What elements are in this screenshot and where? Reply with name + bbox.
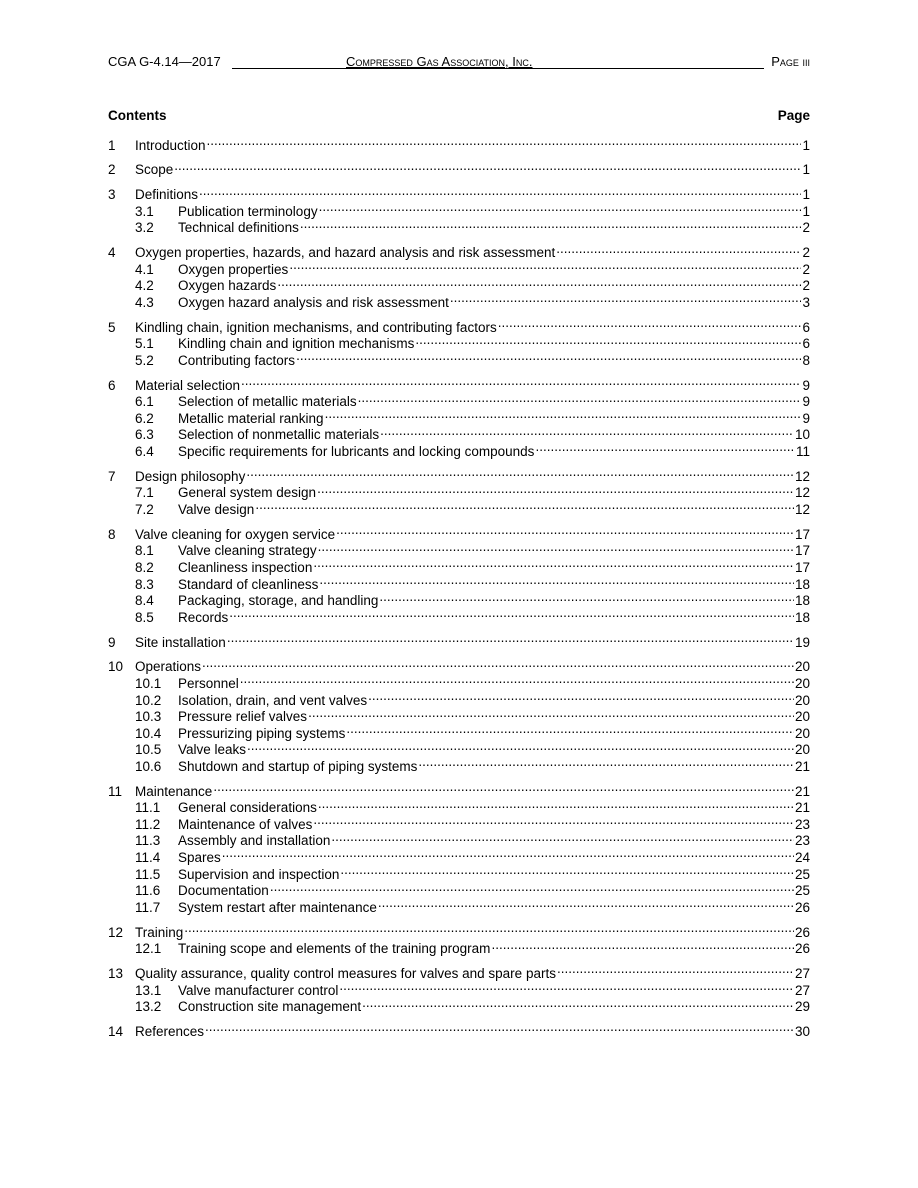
- section-number: 10.1: [135, 675, 162, 691]
- section-title: Pressure relief valves: [178, 709, 308, 725]
- section-title: Kindling chain and ignition mechanisms: [178, 336, 415, 352]
- dot-leader: [207, 133, 802, 150]
- toc-subentry[interactable]: [108, 199, 810, 219]
- section-page-number: 20: [794, 692, 810, 708]
- dot-leader: [379, 589, 794, 606]
- section-page-number: 2: [802, 245, 810, 261]
- dot-leader: [229, 605, 794, 622]
- section-number: 5.1: [135, 336, 154, 352]
- toc-subentry[interactable]: [108, 721, 810, 741]
- toc-subentry[interactable]: [108, 978, 810, 998]
- dot-leader: [368, 688, 794, 705]
- section-page-number: 27: [794, 965, 810, 981]
- dot-leader: [336, 522, 794, 539]
- toc-subentry[interactable]: [108, 705, 810, 725]
- section-page-number: 9: [802, 394, 810, 410]
- section-title: Scope: [135, 162, 174, 178]
- section-title: Kindling chain, ignition mechanisms, and contributing factors: [135, 319, 497, 335]
- section-number: 4: [108, 245, 116, 261]
- toc-section: [108, 315, 810, 368]
- section-number: 2: [108, 162, 116, 178]
- section-page-number: 20: [794, 709, 810, 725]
- section-number: 5.2: [135, 352, 154, 368]
- toc-subentry[interactable]: [108, 290, 810, 310]
- toc-subentry[interactable]: [108, 216, 810, 236]
- section-number: 1: [108, 137, 116, 153]
- section-number: 11.6: [135, 883, 161, 899]
- section-number: 3: [108, 187, 116, 203]
- section-title: Metallic material ranking: [178, 410, 324, 426]
- toc-subentry[interactable]: [108, 406, 810, 426]
- dot-leader: [300, 216, 802, 233]
- dot-leader: [535, 439, 795, 456]
- section-page-number: 30: [794, 1023, 810, 1039]
- toc-section: [108, 373, 810, 460]
- section-title: References: [135, 1023, 205, 1039]
- section-number: 11.4: [135, 850, 161, 866]
- section-title: Personnel: [178, 675, 239, 691]
- section-number: 6.2: [135, 410, 154, 426]
- toc-subentry[interactable]: [108, 589, 810, 609]
- section-title: Documentation: [178, 883, 269, 899]
- section-page-number: 21: [794, 783, 810, 799]
- section-page-number: 26: [794, 924, 810, 940]
- toc-entry[interactable]: [108, 779, 810, 799]
- section-title: Selection of nonmetallic materials: [178, 427, 380, 443]
- dot-leader: [319, 572, 794, 589]
- section-number: 6.1: [135, 394, 154, 410]
- toc-section: [108, 779, 810, 915]
- section-title: Introduction: [135, 137, 206, 153]
- section-title: Oxygen hazard analysis and risk assessment: [178, 294, 449, 310]
- section-number: 12: [108, 924, 124, 940]
- toc-entry[interactable]: [108, 133, 810, 153]
- toc-section: [108, 133, 810, 153]
- document-id: CGA G-4.14—2017: [108, 54, 221, 69]
- section-title: Training: [135, 924, 184, 940]
- toc-subentry[interactable]: [108, 555, 810, 575]
- section-page-number: 6: [802, 319, 810, 335]
- toc-subentry[interactable]: [108, 274, 810, 294]
- section-title: Oxygen properties: [178, 261, 289, 277]
- section-page-number: 20: [794, 659, 810, 675]
- section-number: 11.7: [135, 899, 161, 915]
- section-page-number: 1: [802, 162, 810, 178]
- section-page-number: 18: [794, 609, 810, 625]
- section-page-number: 12: [794, 502, 810, 517]
- dot-leader: [308, 705, 794, 722]
- section-title: Technical definitions: [178, 220, 299, 236]
- section-title: Valve cleaning strategy: [178, 543, 317, 559]
- section-number: 4.3: [135, 294, 154, 310]
- toc-subentry[interactable]: [108, 829, 810, 849]
- section-title: Specific requirements for lubricants and locking compounds: [178, 444, 535, 460]
- dot-leader: [277, 274, 801, 291]
- section-number: 8.3: [135, 576, 154, 592]
- section-page-number: 9: [802, 410, 810, 426]
- toc-section: [108, 920, 810, 957]
- section-title: Contributing factors: [178, 352, 296, 368]
- dot-leader: [450, 290, 802, 307]
- page-column-label: Page: [777, 108, 810, 123]
- toc-subentry[interactable]: [108, 895, 810, 915]
- section-number: 12.1: [135, 941, 162, 957]
- toc-subentry[interactable]: [108, 812, 810, 832]
- section-title: Pressurizing piping systems: [178, 725, 346, 741]
- page-number: Page iii: [771, 54, 810, 69]
- dot-leader: [205, 1019, 794, 1036]
- section-title: Valve manufacturer control: [178, 982, 339, 998]
- section-number: 9: [108, 634, 116, 650]
- section-title: Construction site management: [178, 999, 362, 1015]
- section-title: Oxygen properties, hazards, and hazard analysis and risk assessment: [135, 245, 556, 261]
- toc-entry[interactable]: [108, 183, 810, 203]
- dot-leader: [213, 779, 794, 796]
- dot-leader: [317, 481, 794, 498]
- toc-entry[interactable]: [108, 961, 810, 981]
- section-title: Valve leaks: [178, 742, 247, 758]
- section-page-number: 12: [794, 485, 810, 501]
- section-number: 8.1: [135, 543, 154, 559]
- toc-section: [108, 630, 810, 650]
- section-page-number: 21: [794, 758, 810, 774]
- section-page-number: 20: [794, 742, 810, 758]
- toc-subentry[interactable]: [108, 937, 810, 957]
- toc-subentry[interactable]: [108, 796, 810, 816]
- dot-leader: [340, 862, 794, 879]
- section-number: 10.5: [135, 742, 162, 758]
- section-page-number: 11: [795, 444, 810, 460]
- toc-entry[interactable]: [108, 1019, 810, 1039]
- section-page-number: 1: [802, 203, 810, 219]
- section-number: 8: [108, 526, 116, 542]
- toc-subentry[interactable]: [108, 879, 810, 899]
- dot-leader: [222, 845, 794, 862]
- dot-leader: [498, 315, 802, 332]
- section-page-number: 29: [794, 999, 810, 1015]
- section-page-number: 26: [794, 941, 810, 957]
- toc-subentry[interactable]: [108, 332, 810, 352]
- toc-subentry[interactable]: [108, 738, 810, 758]
- toc-subentry[interactable]: [108, 754, 810, 774]
- section-title: Isolation, drain, and vent valves: [178, 692, 368, 708]
- section-number: 7: [108, 468, 116, 484]
- section-number: 10.4: [135, 725, 162, 741]
- section-page-number: 26: [794, 899, 810, 915]
- section-title: Training scope and elements of the training program: [178, 941, 491, 957]
- toc-subentry[interactable]: [108, 688, 810, 708]
- toc-subentry[interactable]: [108, 348, 810, 368]
- toc-section: [108, 522, 810, 625]
- dot-leader: [174, 158, 801, 175]
- section-number: 11.1: [135, 800, 161, 816]
- toc-section: [108, 183, 810, 236]
- section-title: Operations: [135, 659, 202, 675]
- section-page-number: 1: [802, 137, 810, 153]
- publisher-name: Compressed Gas Association, Inc.: [346, 54, 533, 69]
- section-number: 4.2: [135, 278, 154, 294]
- contents-heading: Contents: [108, 108, 167, 123]
- section-title: System restart after maintenance: [178, 899, 377, 915]
- toc-section: [108, 158, 810, 178]
- section-title: Oxygen hazards: [178, 278, 277, 294]
- contents-heading-row: [108, 108, 810, 123]
- section-page-number: 24: [794, 850, 810, 866]
- toc-entry[interactable]: [108, 241, 810, 261]
- dot-leader: [491, 937, 794, 954]
- section-title: Maintenance: [135, 783, 213, 799]
- toc-entry[interactable]: [108, 315, 810, 335]
- section-title: Supervision and inspection: [178, 866, 340, 882]
- section-page-number: 9: [802, 377, 810, 393]
- table-of-contents: [108, 133, 810, 1044]
- section-page-number: 3: [802, 294, 810, 310]
- section-number: 3.2: [135, 220, 154, 236]
- section-number: 8.2: [135, 559, 154, 575]
- section-page-number: 27: [794, 982, 810, 998]
- section-page-number: 25: [794, 883, 810, 899]
- section-title: Design philosophy: [135, 468, 246, 484]
- section-number: 6.3: [135, 427, 154, 443]
- toc-subentry[interactable]: [108, 497, 810, 517]
- dot-leader: [240, 671, 794, 688]
- dot-leader: [380, 423, 794, 440]
- section-number: 14: [108, 1023, 124, 1039]
- section-page-number: 2: [802, 220, 810, 236]
- dot-leader: [246, 464, 794, 481]
- toc-entry[interactable]: [108, 630, 810, 650]
- section-page-number: 6: [802, 336, 810, 352]
- section-number: 10.6: [135, 758, 162, 774]
- section-page-number: 20: [794, 725, 810, 741]
- section-title: Standard of cleanliness: [178, 576, 319, 592]
- dot-leader: [325, 406, 802, 423]
- toc-subentry[interactable]: [108, 539, 810, 559]
- section-title: Spares: [178, 850, 221, 866]
- dot-leader: [418, 754, 794, 771]
- section-number: 8.4: [135, 593, 154, 609]
- dot-leader: [415, 332, 801, 349]
- section-number: 10.3: [135, 709, 162, 725]
- toc-subentry[interactable]: [108, 481, 810, 501]
- section-title: Packaging, storage, and handling: [178, 593, 379, 609]
- toc-section: [108, 241, 810, 310]
- section-title: General system design: [178, 485, 317, 501]
- section-page-number: 1: [802, 187, 810, 203]
- toc-entry[interactable]: [108, 464, 810, 484]
- section-title: Valve design: [178, 502, 255, 517]
- dot-leader: [358, 390, 802, 407]
- toc-entry[interactable]: [108, 522, 810, 542]
- page-header: [108, 54, 810, 71]
- toc-subentry[interactable]: [108, 671, 810, 691]
- section-number: 13.1: [135, 982, 162, 998]
- section-page-number: 2: [802, 278, 810, 294]
- dot-leader: [362, 995, 794, 1012]
- section-number: 13.2: [135, 999, 162, 1015]
- toc-entry[interactable]: [108, 373, 810, 393]
- toc-subentry[interactable]: [108, 572, 810, 592]
- dot-leader: [247, 738, 794, 755]
- dot-leader: [346, 721, 794, 738]
- section-number: 11: [108, 783, 123, 799]
- section-page-number: 21: [794, 800, 810, 816]
- section-title: Selection of metallic materials: [178, 394, 357, 410]
- section-number: 11.3: [135, 833, 161, 849]
- section-page-number: 17: [794, 559, 810, 575]
- section-title: Shutdown and startup of piping systems: [178, 758, 418, 774]
- section-page-number: 12: [794, 468, 810, 484]
- dot-leader: [289, 257, 801, 274]
- section-number: 6.4: [135, 444, 154, 460]
- dot-leader: [378, 895, 794, 912]
- dot-leader: [556, 241, 801, 258]
- dot-leader: [557, 961, 794, 978]
- section-page-number: 19: [794, 634, 810, 650]
- dot-leader: [339, 978, 794, 995]
- section-title: Quality assurance, quality control measures for valves and spare parts: [135, 965, 556, 981]
- section-number: 3.1: [135, 203, 154, 219]
- section-page-number: 18: [794, 576, 810, 592]
- dot-leader: [318, 539, 794, 556]
- section-page-number: 23: [794, 833, 810, 849]
- section-page-number: 17: [794, 543, 810, 559]
- toc-entry[interactable]: [108, 158, 810, 178]
- dot-leader: [227, 630, 794, 647]
- dot-leader: [184, 920, 794, 937]
- toc-subentry[interactable]: [108, 423, 810, 443]
- toc-section: [108, 464, 810, 517]
- section-number: 5: [108, 319, 116, 335]
- toc-subentry[interactable]: [108, 257, 810, 277]
- toc-subentry[interactable]: [108, 605, 810, 625]
- toc-section: [108, 961, 810, 1015]
- section-title: Definitions: [135, 187, 199, 203]
- section-number: 6: [108, 377, 116, 393]
- dot-leader: [331, 829, 794, 846]
- dot-leader: [270, 879, 794, 896]
- section-title: Valve cleaning for oxygen service: [135, 526, 336, 542]
- section-page-number: 23: [794, 816, 810, 832]
- toc-subentry[interactable]: [108, 845, 810, 866]
- section-page-number: 10: [794, 427, 810, 443]
- toc-entry[interactable]: [108, 920, 810, 940]
- dot-leader: [202, 655, 794, 672]
- dot-leader: [241, 373, 801, 390]
- section-number: 10: [108, 659, 124, 675]
- toc-subentry[interactable]: [108, 390, 810, 410]
- section-number: 8.5: [135, 609, 154, 625]
- section-number: 11.2: [135, 816, 161, 832]
- section-number: 13: [108, 965, 124, 981]
- section-title: Maintenance of valves: [178, 816, 313, 832]
- dot-leader: [318, 796, 794, 813]
- section-title: General considerations: [178, 800, 317, 816]
- section-number: 7.1: [135, 485, 154, 501]
- section-title: Site installation: [135, 634, 226, 650]
- section-page-number: 17: [794, 526, 810, 542]
- toc-section: [108, 655, 810, 774]
- dot-leader: [296, 348, 801, 365]
- section-page-number: 18: [794, 593, 810, 609]
- section-title: Material selection: [135, 377, 241, 393]
- toc-subentry[interactable]: [108, 862, 810, 882]
- section-number: 10.2: [135, 692, 162, 708]
- toc-subentry[interactable]: [108, 995, 810, 1015]
- section-page-number: 25: [794, 866, 810, 882]
- section-title: Publication terminology: [178, 203, 318, 219]
- section-title: Cleanliness inspection: [178, 559, 313, 575]
- toc-entry[interactable]: [108, 655, 810, 675]
- section-number: 11.5: [135, 866, 161, 882]
- section-title: Records: [178, 609, 229, 625]
- dot-leader: [313, 812, 794, 829]
- dot-leader: [199, 183, 801, 200]
- dot-leader: [313, 555, 794, 572]
- section-number: 7.2: [135, 502, 154, 517]
- section-page-number: 8: [802, 352, 810, 368]
- dot-leader: [319, 199, 802, 216]
- toc-subentry[interactable]: [108, 439, 810, 460]
- section-title: Assembly and installation: [178, 833, 331, 849]
- toc-section: [108, 1019, 810, 1039]
- section-page-number: 2: [802, 261, 810, 277]
- section-number: 4.1: [135, 261, 154, 277]
- dot-leader: [255, 497, 794, 514]
- section-page-number: 20: [794, 675, 810, 691]
